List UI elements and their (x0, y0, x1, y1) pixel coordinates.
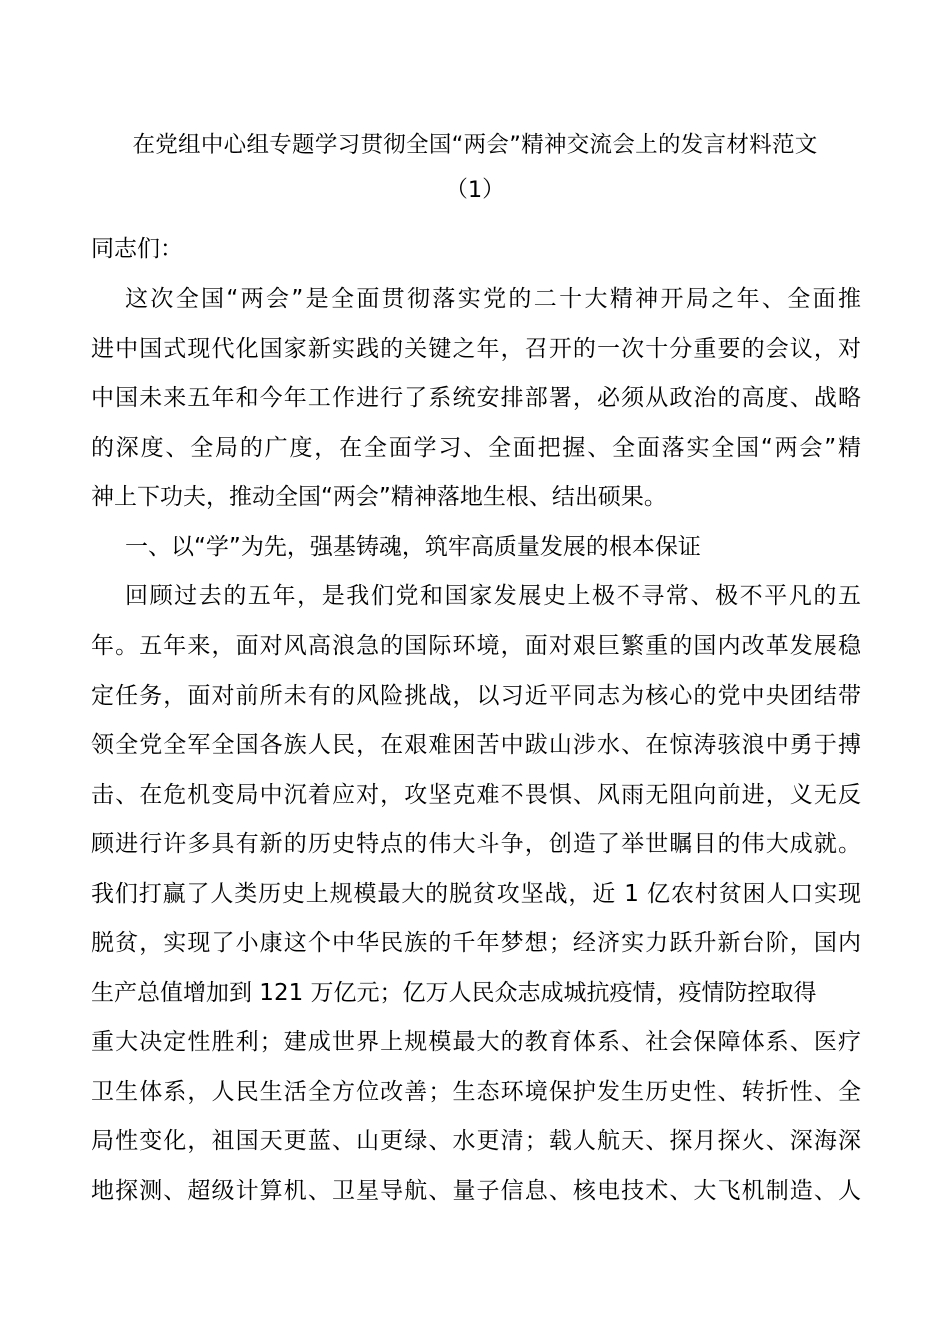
paragraph-line: 局性变化，祖国天更蓝、山更绿、水更清；载人航天、探月探火、深海深 (91, 1128, 861, 1154)
paragraph-line: 年。五年来，面对风高浪急的国际环境，面对艰巨繁重的国内改革发展稳 (91, 633, 861, 659)
paragraph-line: 卫生体系，人民生活全方位改善；生态环境保护发生历史性、转折性、全 (91, 1079, 861, 1105)
paragraph-line: 重大决定性胜利；建成世界上规模最大的教育体系、社会保障体系、医疗 (91, 1029, 861, 1055)
salutation: 同志们： (91, 236, 183, 262)
paragraph-line: 顾进行许多具有新的历史特点的伟大斗争，创造了举世瞩目的伟大成就。 (91, 831, 861, 857)
paragraph-line: 地探测、超级计算机、卫星导航、量子信息、核电技术、大飞机制造、人 (91, 1178, 861, 1204)
paragraph-line: 脱贫，实现了小康这个中华民族的千年梦想；经济实力跃升新台阶，国内 (91, 930, 861, 956)
paragraph-line: 领全党全军全国各族人民，在艰难困苦中跋山涉水、在惊涛骇浪中勇于搏 (91, 732, 861, 758)
paragraph-line: 进中国式现代化国家新实践的关键之年，召开的一次十分重要的会议，对 (91, 336, 861, 362)
document-title: 在党组中心组专题学习贯彻全国“两会”精神交流会上的发言材料范文 (132, 132, 818, 158)
paragraph-line: 中国未来五年和今年工作进行了系统安排部署，必须从政治的高度、战略 (91, 385, 861, 411)
paragraph-line: 击、在危机变局中沉着应对，攻坚克难不畏惧、风雨无阻向前进，义无反 (91, 782, 861, 808)
document-title-number: （1） (445, 177, 505, 203)
paragraph-line: 我们打赢了人类历史上规模最大的脱贫攻坚战，近 1 亿农村贫困人口实现 (91, 881, 861, 907)
paragraph-line: 神上下功夫，推动全国“两会”精神落地生根、结出硕果。 (91, 484, 667, 510)
paragraph-line: 生产总值增加到 121 万亿元；亿万人民众志成城抗疫情，疫情防控取得 (91, 980, 817, 1006)
paragraph-line: 定任务，面对前所未有的风险挑战，以习近平同志为核心的党中央团结带 (91, 683, 861, 709)
paragraph-line: 的深度、全局的广度，在全面学习、全面把握、全面落实全国“两会”精 (91, 435, 861, 461)
section-heading: 一、以“学”为先，强基铸魂，筑牢高质量发展的根本保证 (125, 534, 701, 560)
paragraph-line: 回顾过去的五年，是我们党和国家发展史上极不寻常、极不平凡的五 (125, 583, 861, 609)
paragraph-line: 这次全国“两会”是全面贯彻落实党的二十大精神开局之年、全面推 (125, 286, 861, 312)
